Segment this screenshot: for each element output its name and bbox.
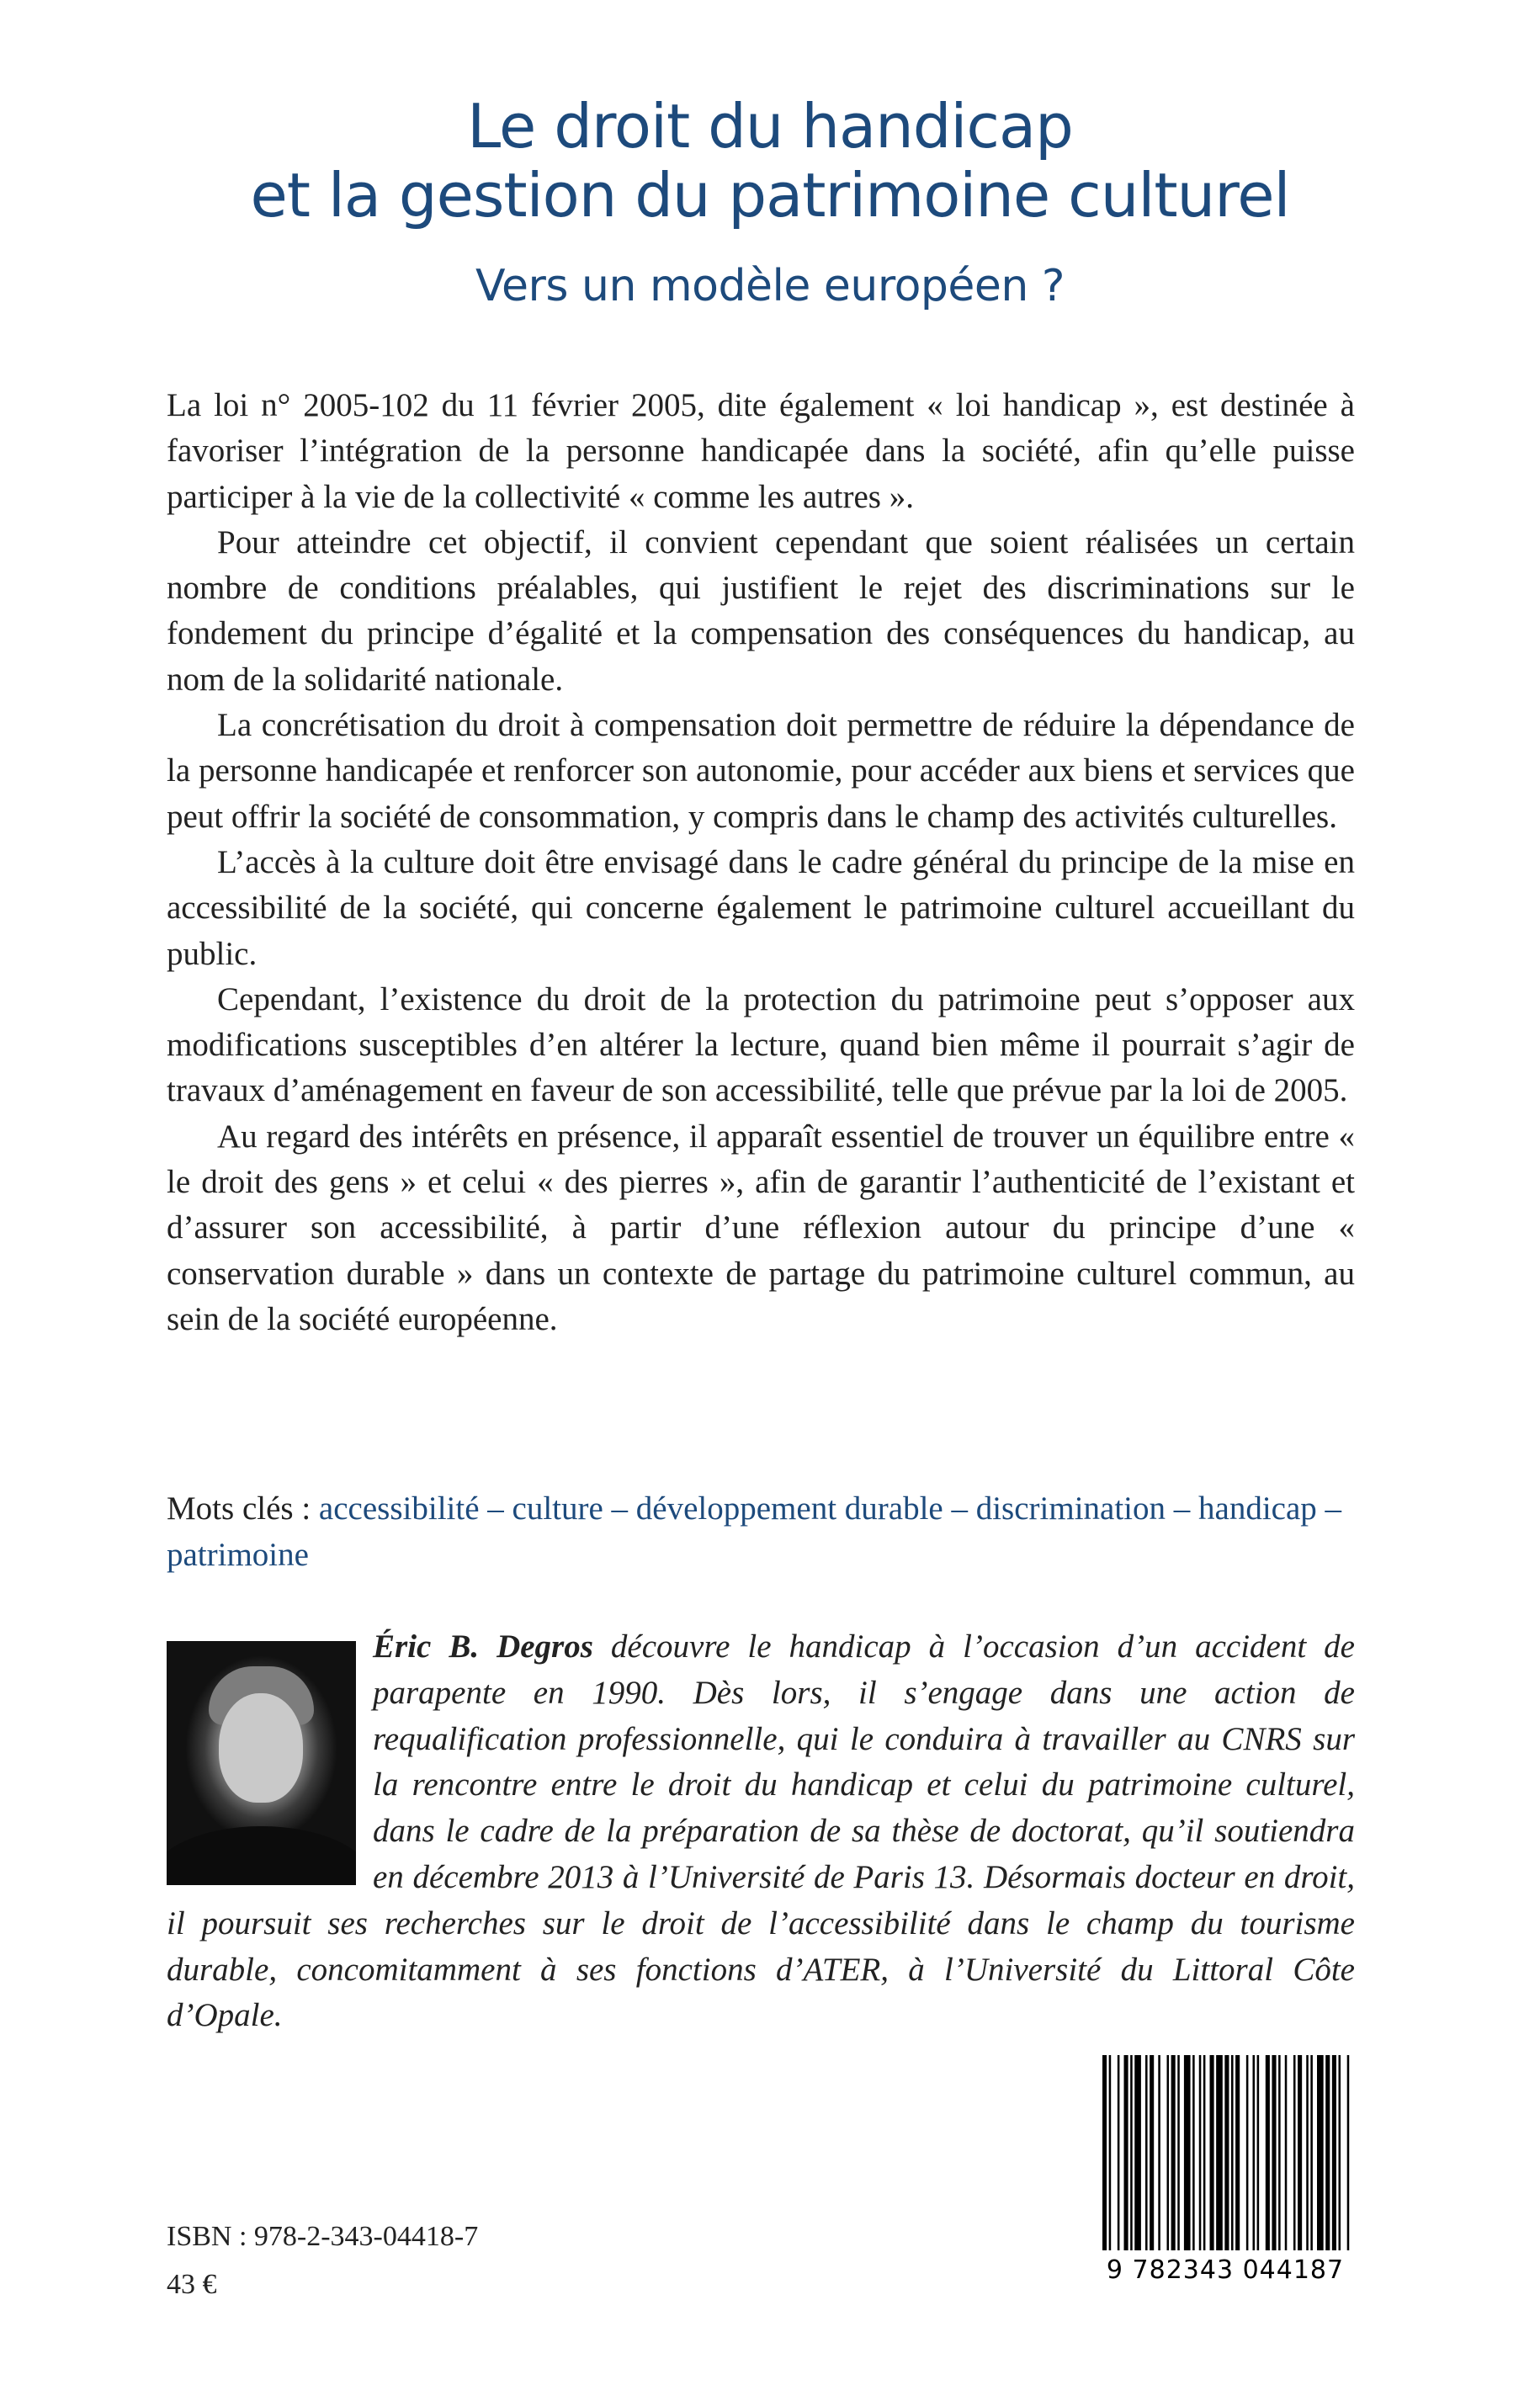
barcode-bar (1332, 2055, 1336, 2250)
paragraph: La concrétisation du droit à compensation doit permettre de réduire la dépendance de la personne handicapée et renforcer son autonomie, pour accéder aux biens et services que peut offrir la société de consommation, y compris dans le champ des activités culturelles. (167, 707, 1355, 835)
paragraph: Au regard des intérêts en présence, il apparaît essentiel de trouver un équilibre entre « le droit des gens » et celui « des pierres », afin de garantir l’authenticité de l’existant et d’assurer son accessibilité, à partir d’une réflexion autour du principe d’une « conservation durable » dans un contexte de partage du patrimoine culturel commun, au sein de la société européenne. (167, 1118, 1355, 1337)
barcode-bar (1246, 2055, 1249, 2250)
keywords (167, 1485, 1355, 1578)
barcode-bar (1266, 2055, 1270, 2250)
barcode (1092, 2047, 1355, 2308)
keywords-label: Mots clés : (167, 1490, 319, 1527)
barcode-bar (1325, 2055, 1330, 2250)
barcode-bar (1134, 2055, 1141, 2250)
author-bio (167, 1624, 1355, 2039)
barcode-bar (1235, 2055, 1240, 2250)
barcode-bar (1317, 2055, 1324, 2250)
author-name: Éric B. Degros (373, 1628, 593, 1665)
barcode-bar (1224, 2055, 1229, 2250)
barcode-bar (1167, 2055, 1170, 2250)
barcode-bar (1293, 2055, 1296, 2250)
keywords-list: accessibilité – culture – développement durable – discrimination – handicap – patrimoine (167, 1490, 1342, 1573)
paragraph: Pour atteindre cet objectif, il convient cependant que soient réalisées un certain nombre de conditions préalables, qui justifient le rejet des discriminations sur le fondement du principe d’égalité et la compensation des conséquences du handicap, au nom de la solidarité nationale. (167, 523, 1355, 698)
barcode-bars (1099, 2055, 1351, 2254)
barcode-bar (1257, 2055, 1260, 2250)
barcode-bar (1177, 2055, 1180, 2250)
author-bio-text: découvre le handicap à l’occasion d’un accident de parapente en 1990. Dès lors, il s’engage dans une action de requalification professionnelle, qui le conduira à travailler au CNRS sur la rencontre entre le droit du handicap et celui du patrimoine culturel, dans le cadre de la préparation de sa thèse de doctorat, qu’il soutiendra en décembre 2013 à l’Université de Paris 13. Désormais docteur en droit, il poursuit ses recherches sur le droit de l’accessibilité dans le champ du tourisme durable, concomitamment à ses fonctions d’ATER, à l’Université du Littoral Côte d’Opale. (167, 1628, 1355, 2034)
barcode-bar (1306, 2055, 1309, 2250)
barcode-bar (1192, 2055, 1195, 2250)
barcode-bar (1158, 2055, 1160, 2250)
barcode-bar (1310, 2055, 1313, 2250)
barcode-bar (1298, 2055, 1302, 2250)
barcode-bar (1171, 2055, 1176, 2250)
paragraph: La loi n° 2005-102 du 11 février 2005, dite également « loi handicap », est destinée à favoriser l’intégration de la personne handicapée dans la société, afin qu’elle puisse participer à la vie de la collectivité « comme les autres ». (167, 387, 1355, 515)
title-line-1: Le droit du handicap (467, 91, 1073, 162)
isbn: ISBN : 978-2-343-04418-7 (167, 2221, 479, 2252)
barcode-bar (1339, 2055, 1341, 2250)
barcode-bar (1253, 2055, 1256, 2250)
barcode-bar (1199, 2055, 1202, 2250)
paragraph: L’accès à la culture doit être envisagé dans le cadre général du principe de la mise en accessibilité de la société, qui concerne également le patrimoine culturel accueillant du public. (167, 843, 1355, 972)
subtitle: Vers un modèle européen ? (475, 261, 1065, 311)
paragraph: Cependant, l’existence du droit de la protection du patrimoine peut s’opposer aux modifications susceptibles d’en altérer la lecture, quand bien même il pourrait s’agir de travaux d’aménagement en faveur de son accessibilité, telle que prévue par la loi de 2005. (167, 980, 1355, 1109)
barcode-bar (1203, 2055, 1206, 2250)
barcode-digits: 9 782343 044187 (1106, 2255, 1345, 2285)
barcode-bar (1118, 2055, 1120, 2250)
barcode-bar (1216, 2055, 1223, 2250)
barcode-bar (1272, 2055, 1276, 2250)
barcode-bar (1124, 2055, 1128, 2250)
barcode-bar (1150, 2055, 1154, 2250)
title-line-2: et la gestion du patrimoine culturel (250, 160, 1290, 231)
barcode-bar (1278, 2055, 1281, 2250)
price: 43 € (167, 2269, 217, 2300)
barcode-bar (1109, 2055, 1112, 2250)
barcode-bar (1285, 2055, 1288, 2250)
barcode-bar (1102, 2055, 1107, 2250)
barcode-bar (1210, 2055, 1214, 2250)
barcode-bar (1184, 2055, 1191, 2250)
barcode-bar (1145, 2055, 1148, 2250)
barcode-bar (1130, 2055, 1133, 2250)
barcode-bar (1347, 2055, 1350, 2250)
summary-text (167, 383, 1355, 1342)
barcode-bar (1231, 2055, 1234, 2250)
